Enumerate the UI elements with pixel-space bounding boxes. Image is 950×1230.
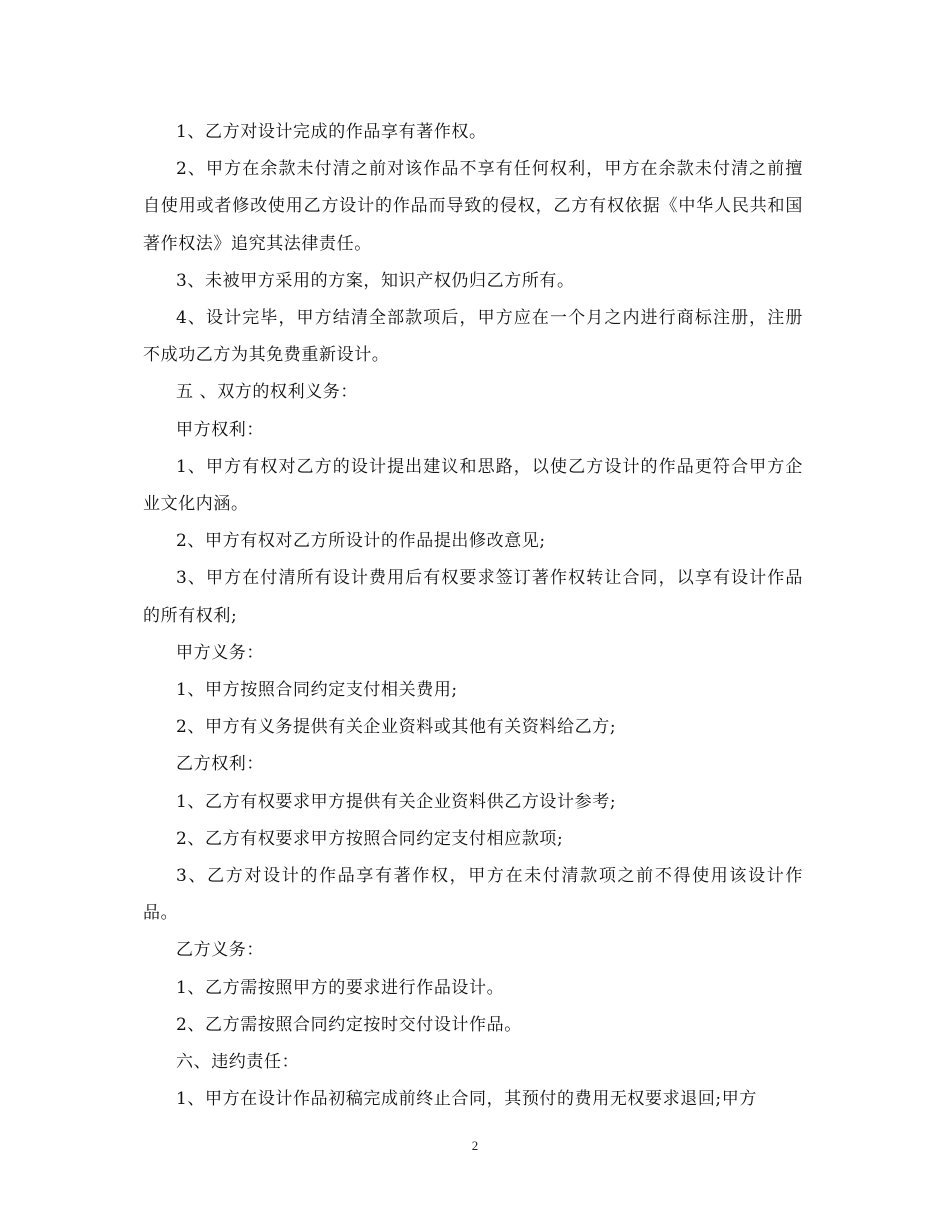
section-heading-rights-obligations: 五 、双方的权利义务： — [176, 382, 359, 403]
subheading-party-b-obligations: 乙方义务： — [176, 940, 264, 961]
subheading-party-b-rights: 乙方权利： — [176, 754, 264, 775]
clause-trademark-registration: 4、设计完毕，甲方结清全部款项后，甲方应在一个月之内进行商标注册，注册不成功乙方为其免费重新设计。 — [143, 308, 803, 366]
party-b-obligation-1: 1、乙方需按照甲方的要求进行作品设计。 — [176, 977, 505, 998]
clause-copyright-ownership: 1、乙方对设计完成的作品享有著作权。 — [176, 122, 487, 142]
party-a-right-3: 3、甲方在付清所有设计费用后有权要求签订著作权转让合同，以享有设计作品的所有权利; — [143, 568, 803, 626]
party-b-right-1: 1、乙方有权要求甲方提供有关企业资料供乙方设计参考; — [176, 791, 617, 812]
party-b-obligation-2: 2、乙方需按照合同约定按时交付设计作品。 — [176, 1014, 522, 1035]
subheading-party-a-obligations: 甲方义务： — [176, 642, 264, 663]
subheading-party-a-rights: 甲方权利： — [176, 419, 264, 440]
party-b-right-2: 2、乙方有权要求甲方按照合同约定支付相应款项; — [176, 828, 564, 849]
breach-clause-1: 1、甲方在设计作品初稿完成前终止合同，其预付的费用无权要求退回;甲方 — [176, 1089, 757, 1110]
party-a-obligation-1: 1、甲方按照合同约定支付相关费用; — [176, 680, 458, 701]
section-heading-breach-liability: 六、违约责任： — [176, 1052, 300, 1073]
party-a-right-2: 2、甲方有权对乙方所设计的作品提出修改意见; — [176, 531, 546, 552]
document-body — [143, 114, 803, 1118]
party-a-obligation-2: 2、甲方有义务提供有关企业资料或其他有关资料给乙方; — [176, 717, 617, 738]
clause-unused-proposals: 3、未被甲方采用的方案，知识产权仍归乙方所有。 — [176, 270, 575, 291]
party-a-right-1: 1、甲方有权对乙方的设计提出建议和思路，以使乙方设计的作品更符合甲方企业文化内涵。 — [143, 456, 803, 515]
clause-unpaid-balance-rights: 2、甲方在余款未付清之前对该作品不享有任何权利，甲方在余款未付清之前擅自使用或者修改使用乙方设计的作品而导致的侵权，乙方有权依据《中华人民共和国著作权法》追究其法律责任。 — [143, 159, 803, 254]
page-number: 2 — [471, 1138, 479, 1153]
party-b-right-3: 3、乙方对设计的作品享有著作权，甲方在未付清款项之前不得使用该设计作品。 — [143, 866, 803, 924]
